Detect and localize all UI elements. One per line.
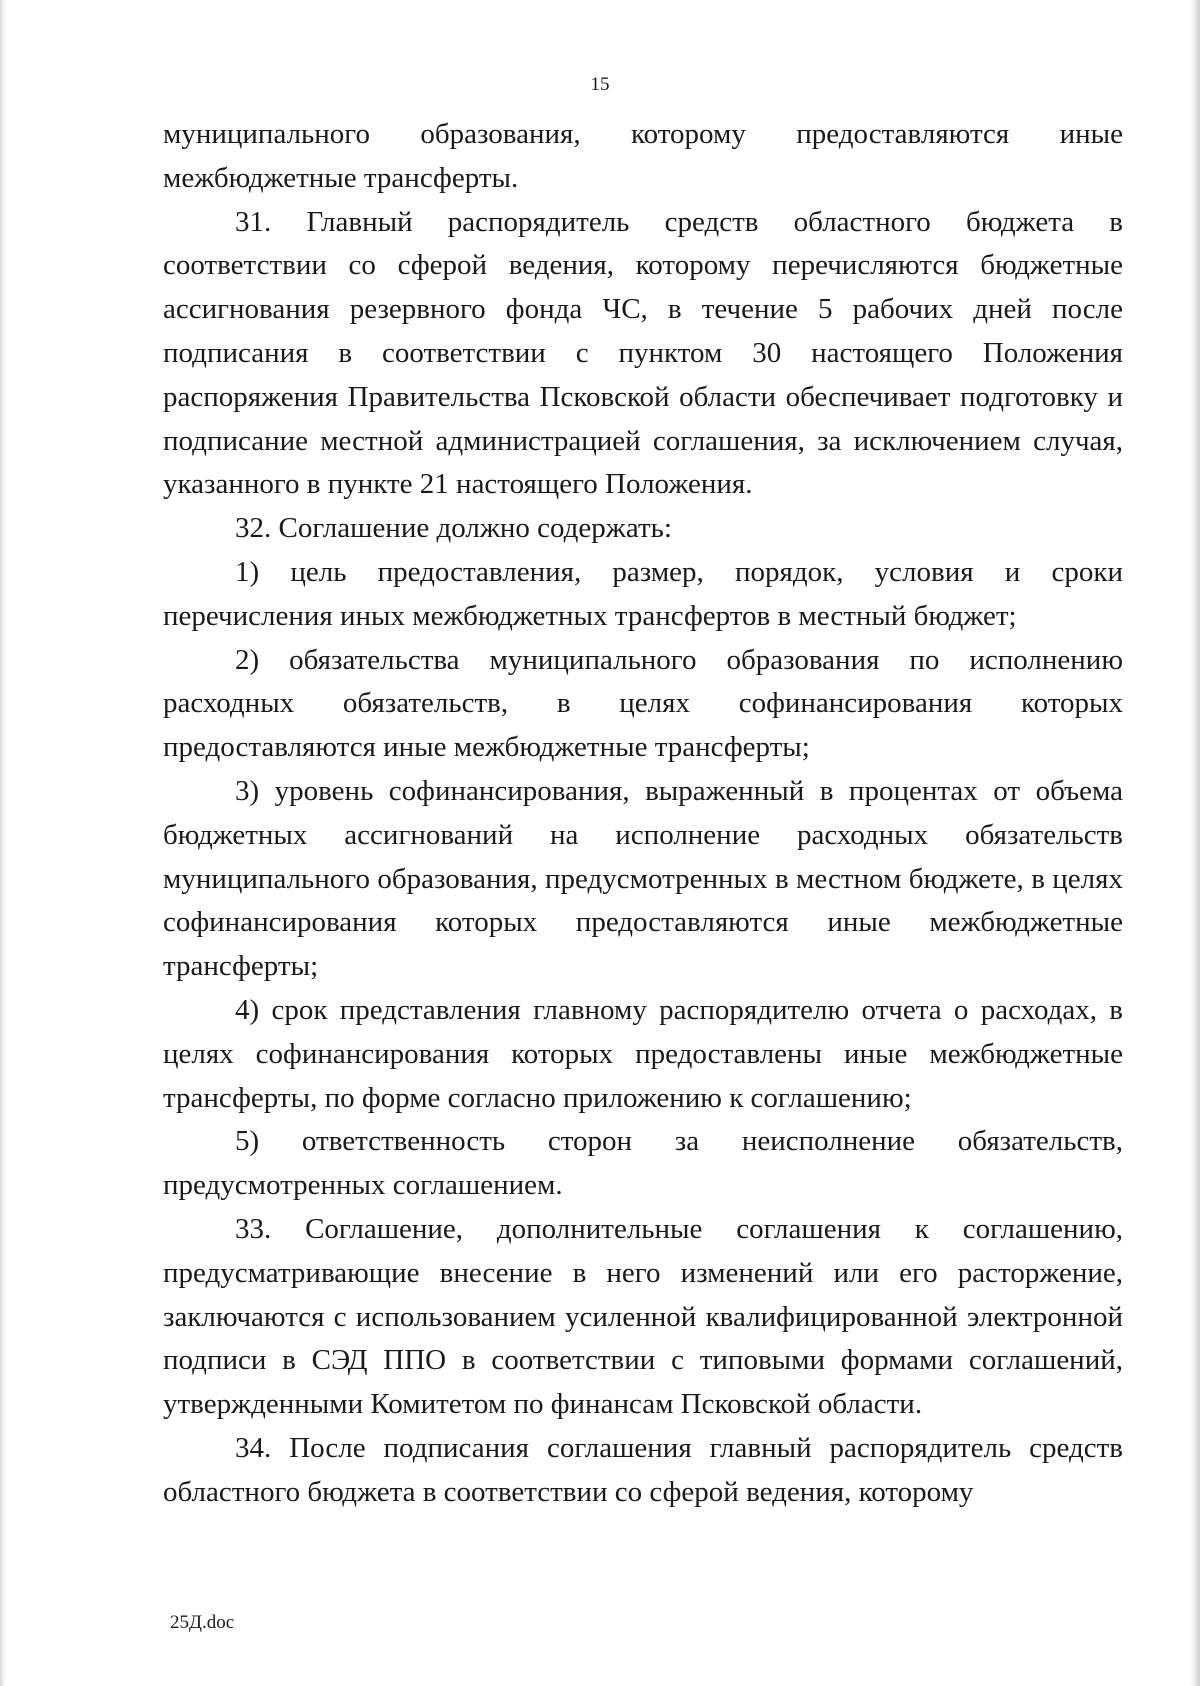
paragraph-32: 32. Соглашение должно содержать: xyxy=(235,512,672,545)
paragraph-33: 33. Соглашение, дополнительные соглашения к соглашению, предусматривающие внесение в него изменений или его расторжение, заключаются с использованием усиленной квалифицированной электронной подписи в СЭД ППО в соответствии с типовыми формами соглашений, утвержденными Комитетом по финансам Псковской области. xyxy=(163,1212,1123,1421)
paragraph-31: 31. Главный распорядитель средств областного бюджета в соответствии со сферой ведения, которому перечисляются бюджетные ассигнования резервного фонда ЧС, в течение 5 рабочих дней после подписания в соответствии с пунктом 30 настоящего Положения распоряжения Правительства Псковской области обеспечивает подготовку и подписание местной администрацией соглашения, за исключением случая, указанного в пункте 21 настоящего Положения. xyxy=(163,205,1123,501)
list-item-5: 5) ответственность сторон за неисполнение обязательств, предусмотренных соглашением. xyxy=(163,1125,1123,1202)
page-number: 15 xyxy=(590,74,610,95)
list-item-2: 2) обязательства муниципального образования по исполнению расходных обязательств, в целях софинансирования которых предоставляются иные межбюджетные трансферты; xyxy=(163,643,1123,764)
scan-edge-left xyxy=(0,0,6,1686)
scan-edge-right xyxy=(1190,0,1200,1686)
list-item-4: 4) срок представления главному распорядителю отчета о расходах, в целях софинансирования которых предоставлены иные межбюджетные трансферты, по форме согласно приложению к соглашению; xyxy=(163,993,1123,1114)
list-item-1: 1) цель предоставления, размер, порядок, условия и сроки перечисления иных межбюджетных трансфертов в местный бюджет; xyxy=(163,555,1123,632)
file-name-footer: 25Д.doc xyxy=(170,1612,235,1633)
paragraph-34: 34. После подписания соглашения главный распорядитель средств областного бюджета в соответствии со сферой ведения, которому xyxy=(163,1431,1123,1508)
paragraph-continuation: муниципального образования, которому предоставляются иные межбюджетные трансферты. xyxy=(163,118,1123,194)
document-body xyxy=(163,113,1123,1515)
list-item-3: 3) уровень софинансирования, выраженный в процентах от объема бюджетных ассигнований на исполнение расходных обязательств муниципального образования, предусмотренных в местном бюджете, в целях софинансирования которых предоставляются иные межбюджетные трансферты; xyxy=(163,774,1123,983)
